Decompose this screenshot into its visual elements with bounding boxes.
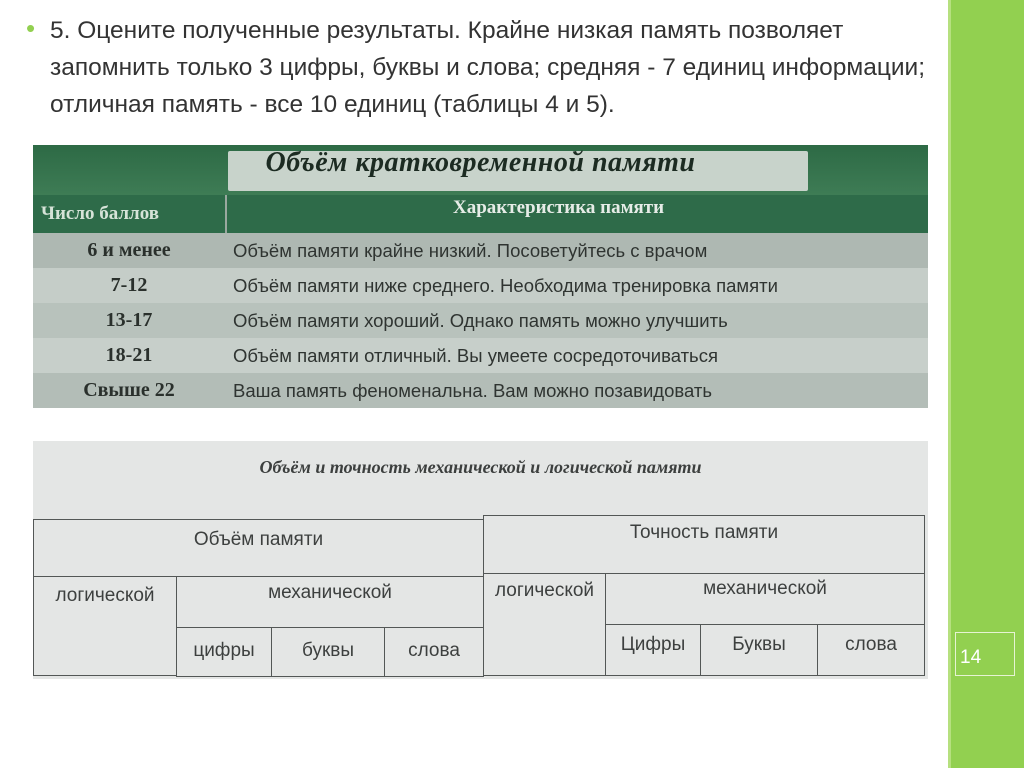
table2-sub-letters-1: буквы (271, 627, 385, 677)
table-row (33, 268, 928, 303)
page-number: 14 (960, 647, 982, 668)
table-row (33, 233, 928, 268)
short-term-memory-table-photo (33, 145, 928, 408)
table-row (33, 303, 928, 338)
score-cell: 18-21 (105, 344, 153, 366)
table2-logical-2: логической (483, 573, 606, 676)
score-cell: 13-17 (105, 309, 153, 331)
table1-header-score: Число баллов (41, 203, 160, 224)
table1-title: Объём кратковременной памяти (265, 147, 696, 178)
description-cell: Объём памяти хороший. Однако память можно улучшить (233, 310, 728, 331)
table2-logical-1: логической (33, 576, 177, 676)
description-cell: Ваша память феноменальна. Вам можно позавидовать (233, 380, 712, 401)
memory-accuracy-table-photo (33, 441, 928, 679)
table2-sub-letters-2: Буквы (700, 624, 818, 676)
table2-mechanical-2: механической (605, 573, 925, 625)
description-cell: Объём памяти отличный. Вы умеете сосредоточиваться (233, 345, 718, 366)
body-paragraph: 5. Оцените полученные результаты. Крайне низкая память позволяет запомнить только 3 цифры, буквы и слова; средняя - 7 единиц информации; отличная память - все 10 единиц (таблицы 4 и 5). (50, 17, 926, 118)
table2-sub-digits-2: Цифры (605, 624, 701, 676)
bullet-icon: • (26, 13, 36, 43)
table2-title: Объём и точность механической и логической памяти (259, 457, 702, 477)
table-row (33, 338, 928, 373)
score-cell: 6 и менее (87, 239, 171, 261)
table2-sub-words-1: слова (384, 627, 484, 677)
table2-group-accuracy: Точность памяти (483, 515, 925, 574)
score-cell: 7-12 (110, 274, 148, 296)
body-paragraph-block (26, 12, 940, 123)
score-cell: Свыше 22 (83, 379, 175, 401)
table1-header-characteristic: Характеристика памяти (453, 197, 665, 218)
description-cell: Объём памяти ниже среднего. Необходима тренировка памяти (233, 275, 778, 296)
table2-sub-words-2: слова (817, 624, 925, 676)
table-row (33, 373, 928, 408)
table2-sub-digits-1: цифры (176, 627, 272, 677)
table2-group-volume: Объём памяти (33, 519, 484, 577)
table2-mechanical-1: механической (176, 576, 484, 628)
description-cell: Объём памяти крайне низкий. Посоветуйтесь с врачом (233, 240, 708, 261)
